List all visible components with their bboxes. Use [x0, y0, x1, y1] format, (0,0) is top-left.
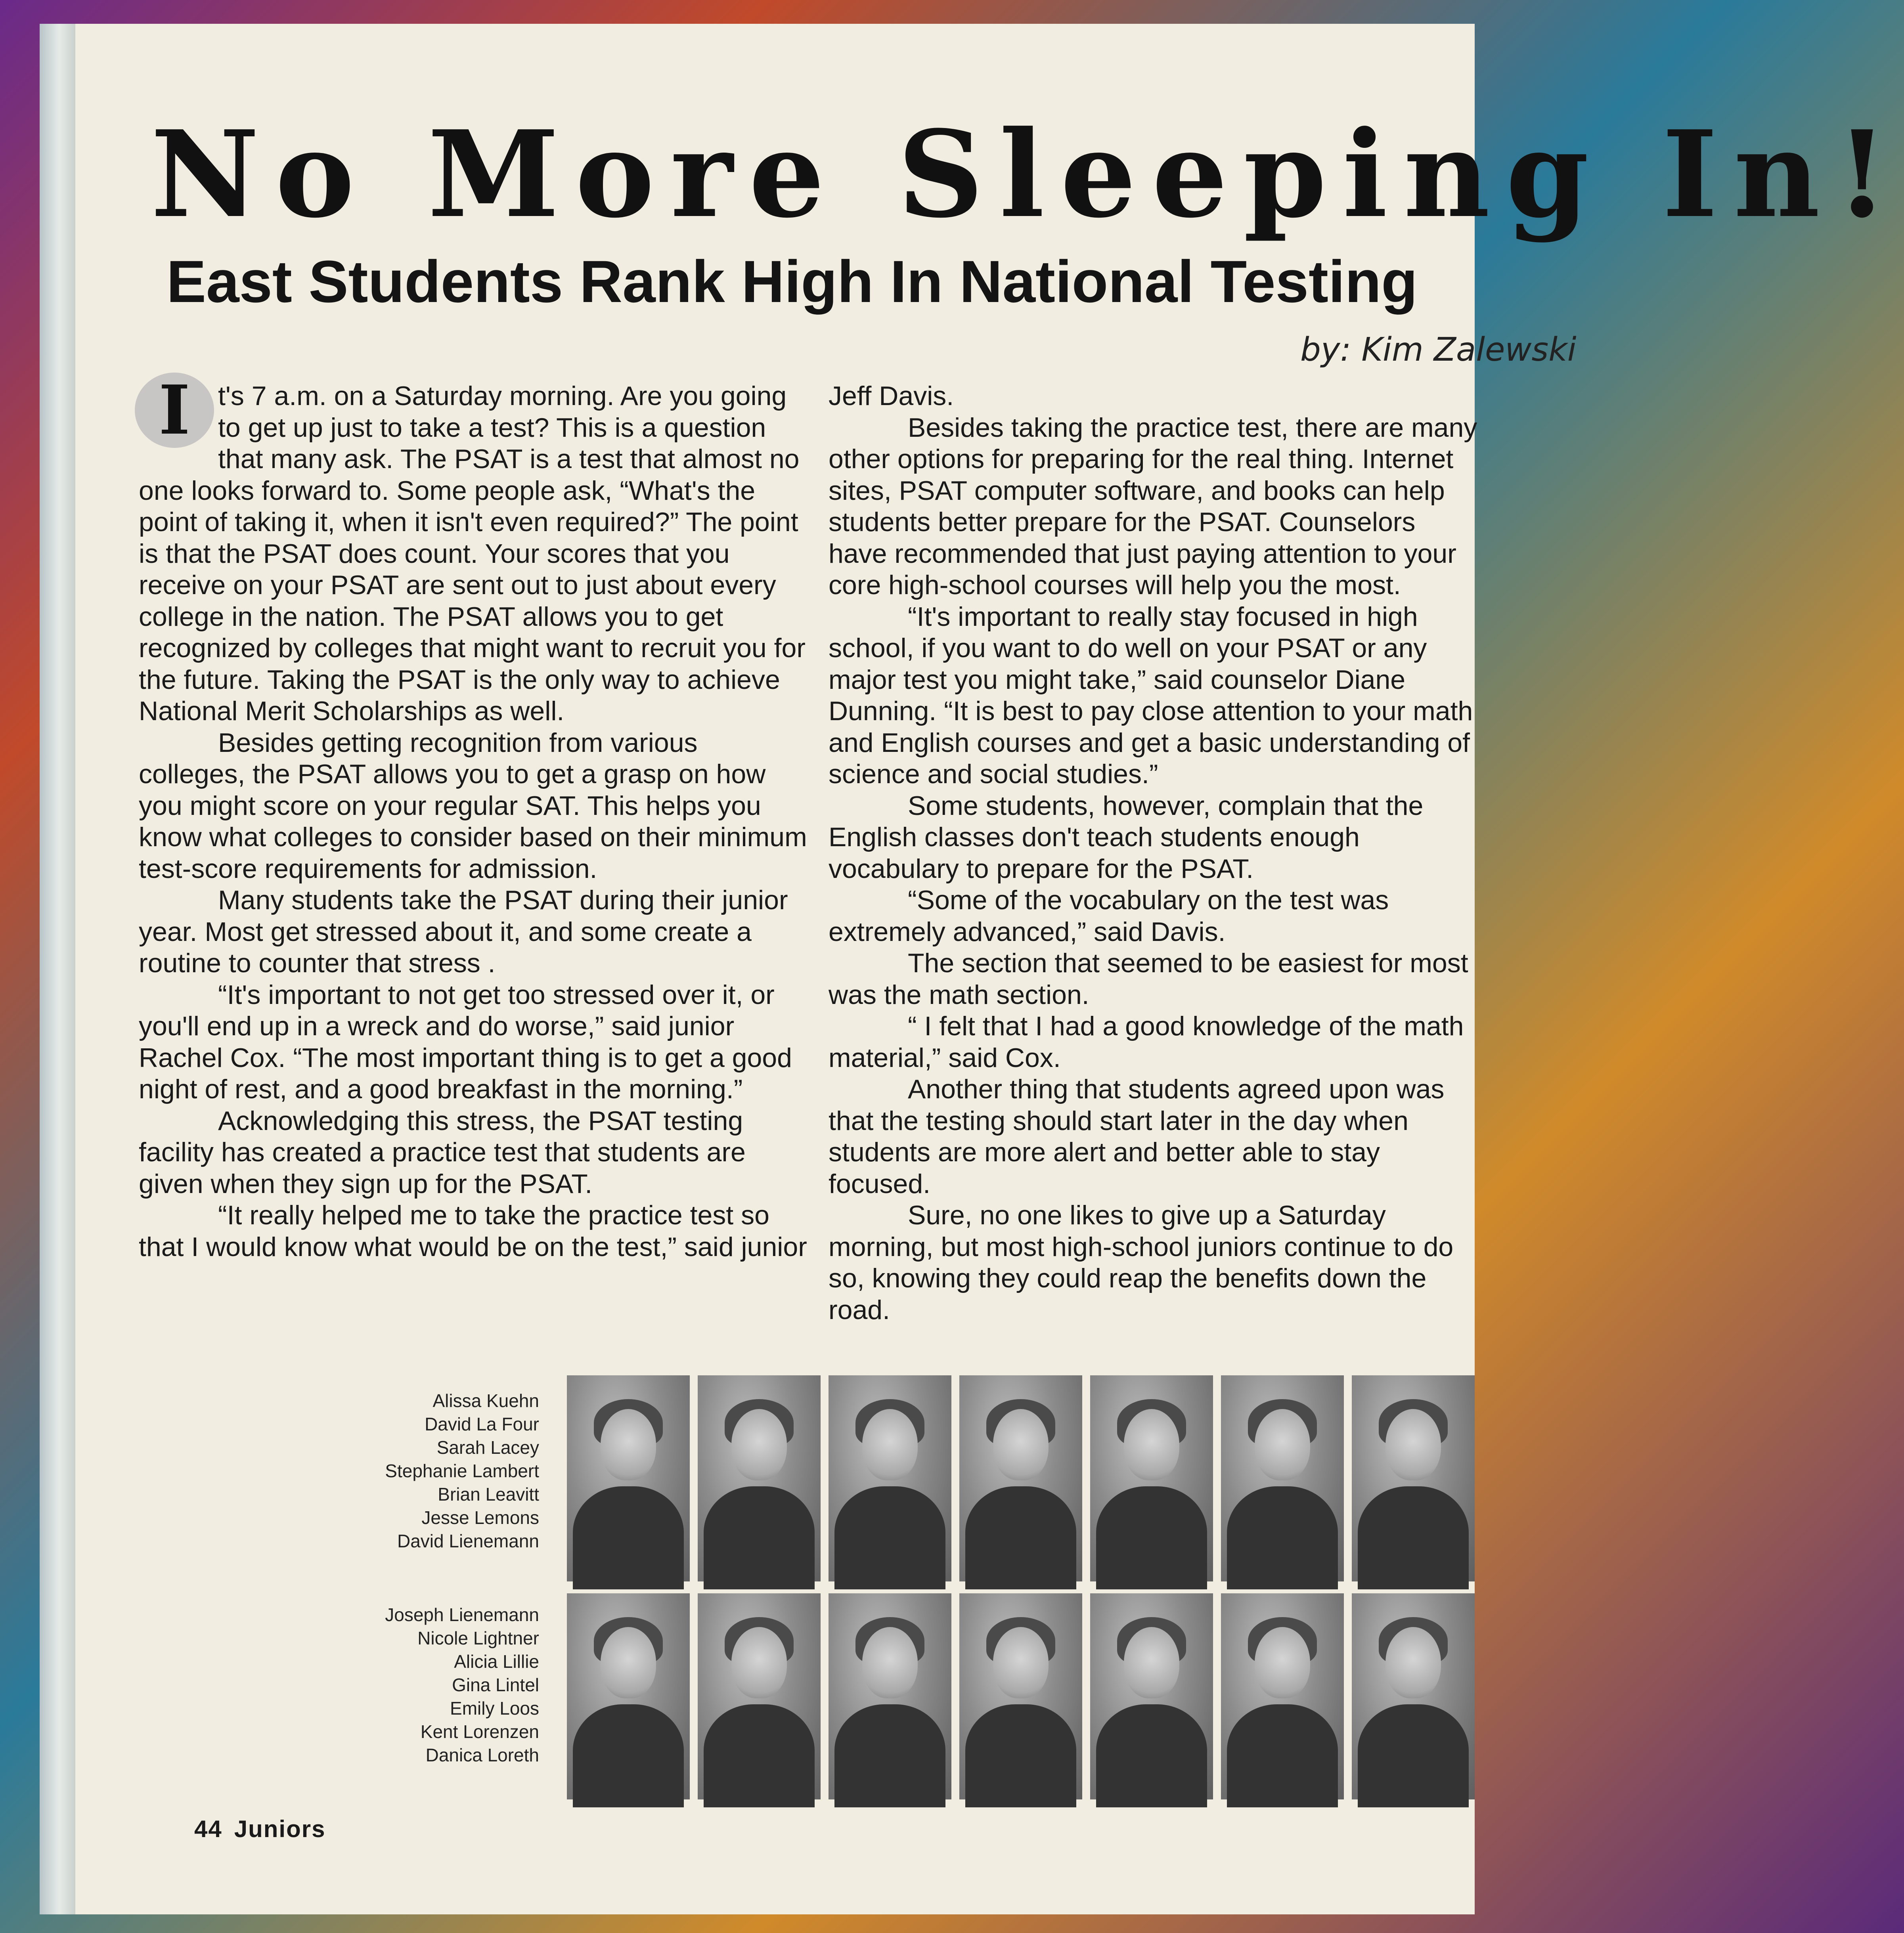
portrait-names-row-2: [325, 1603, 539, 1767]
article-paragraph: “ I felt that I had a good knowledge of the math material,” said Cox.: [829, 1011, 1464, 1073]
student-name: Stephanie Lambert: [385, 1461, 539, 1481]
portrait-names-row-1: [325, 1389, 539, 1553]
student-name: Sarah Lacey: [436, 1437, 539, 1458]
student-portrait: [959, 1375, 1082, 1581]
article-paragraph: “Some of the vocabulary on the test was extremely advanced,” said Davis.: [829, 885, 1389, 947]
student-name: Alissa Kuehn: [432, 1390, 539, 1411]
drop-cap: I: [135, 373, 214, 448]
student-name: David Lienemann: [397, 1531, 539, 1551]
student-portrait: [829, 1375, 951, 1581]
page-subtitle: East Students Rank High In National Testing: [166, 248, 1418, 315]
student-name: Emily Loos: [450, 1698, 539, 1719]
article-paragraph: “It's important to not get too stressed over it, or you'll end up in a wreck and do worse,” said junior Rachel Cox. “The most important thing is to get a good night of rest, and a good breakfast in the morning.”: [139, 979, 792, 1104]
article-paragraph: Another thing that students agreed upon was that the testing should start later in the day when students are more alert and better able to stay focused.: [829, 1074, 1445, 1199]
portrait-row-1: [567, 1375, 1475, 1581]
article-paragraph: Acknowledging this stress, the PSAT testing facility has created a practice test that students are given when they sign up for the PSAT.: [139, 1105, 746, 1199]
page-footer: [194, 1815, 337, 1843]
student-portrait: [1352, 1375, 1475, 1581]
student-portrait: [1352, 1593, 1475, 1799]
article-paragraph: The section that seemed to be easiest for most was the math section.: [829, 948, 1468, 1010]
article-paragraph: Besides getting recognition from various colleges, the PSAT allows you to get a grasp on how you might score on your regular SAT. This helps you know what colleges to consider based on their minimum test-score requirements for admission.: [139, 727, 807, 884]
article-left-column: [139, 371, 809, 1263]
paragraph-text: t's 7 a.m. on a Saturday morning. Are you going to get up just to take a test? This is a question that many ask. The PSAT is a test that almost no one looks forward to. Some people ask, “What's the point of taking it, when it isn't even required?” The point is that the PSAT does count. Your scores that you receive on your PSAT are sent out to just about every college in the nation. The PSAT allows you to get recognized by colleges that might want to recruit you for the future. Taking the PSAT is the only way to achieve National Merit Scholarships as well.: [139, 381, 806, 726]
article-paragraph: Some students, however, complain that the English classes don't teach students enough vocabulary to prepare for the PSAT.: [829, 790, 1424, 884]
byline: by: Kim Zalewski: [1300, 331, 1577, 369]
student-name: Alicia Lillie: [454, 1651, 539, 1672]
student-portrait: [1090, 1375, 1213, 1581]
student-name: Joseph Lienemann: [385, 1604, 539, 1625]
page-title: No More Sleeping In!: [151, 104, 1904, 244]
article-paragraph: “It's important to really stay focused in high school, if you want to do well on your PSAT or any major test you might take,” said counselor Diane Dunning. “It is best to pay close attention to your math and English courses and get a basic understanding of science and social studies.”: [829, 601, 1473, 789]
page-binding: [40, 24, 75, 1914]
student-name: Brian Leavitt: [438, 1484, 539, 1505]
student-portrait: [959, 1593, 1082, 1799]
portrait-row-2: [567, 1593, 1475, 1799]
student-portrait: [1221, 1375, 1344, 1581]
page-number: 44: [194, 1816, 222, 1842]
article-right-column: [829, 380, 1479, 1326]
student-portrait: [698, 1375, 821, 1581]
student-name: Kent Lorenzen: [420, 1721, 539, 1742]
student-portrait: [567, 1593, 690, 1799]
student-name: Gina Lintel: [452, 1675, 539, 1695]
article-paragraph: Sure, no one likes to give up a Saturday morning, but most high-school juniors continue to do so, knowing they could reap the benefits down the road.: [829, 1200, 1454, 1325]
student-portrait: [1090, 1593, 1213, 1799]
article-paragraph: Besides taking the practice test, there are many other options for preparing for the real thing. Internet sites, PSAT computer software, and books can help students better prepare for the PSAT. Counselors have recommended that just paying attention to your core high-school courses will help you the most.: [829, 412, 1477, 600]
student-portrait: [829, 1593, 951, 1799]
article-paragraph: Many students take the PSAT during their junior year. Most get stressed about it, and some create a routine to counter that stress .: [139, 885, 788, 978]
student-portrait: [1221, 1593, 1344, 1799]
student-name: Nicole Lightner: [417, 1628, 539, 1648]
article-paragraph: [139, 371, 809, 727]
student-portrait: [698, 1593, 821, 1799]
student-name: Jesse Lemons: [421, 1507, 539, 1528]
article-paragraph: Jeff Davis.: [829, 381, 954, 411]
student-name: Danica Loreth: [425, 1745, 539, 1765]
article-paragraph: “It really helped me to take the practice test so that I would know what would be on the test,” said junior: [139, 1200, 807, 1262]
student-portrait: [567, 1375, 690, 1581]
section-label: Juniors: [234, 1816, 326, 1842]
student-name: David La Four: [425, 1414, 539, 1434]
